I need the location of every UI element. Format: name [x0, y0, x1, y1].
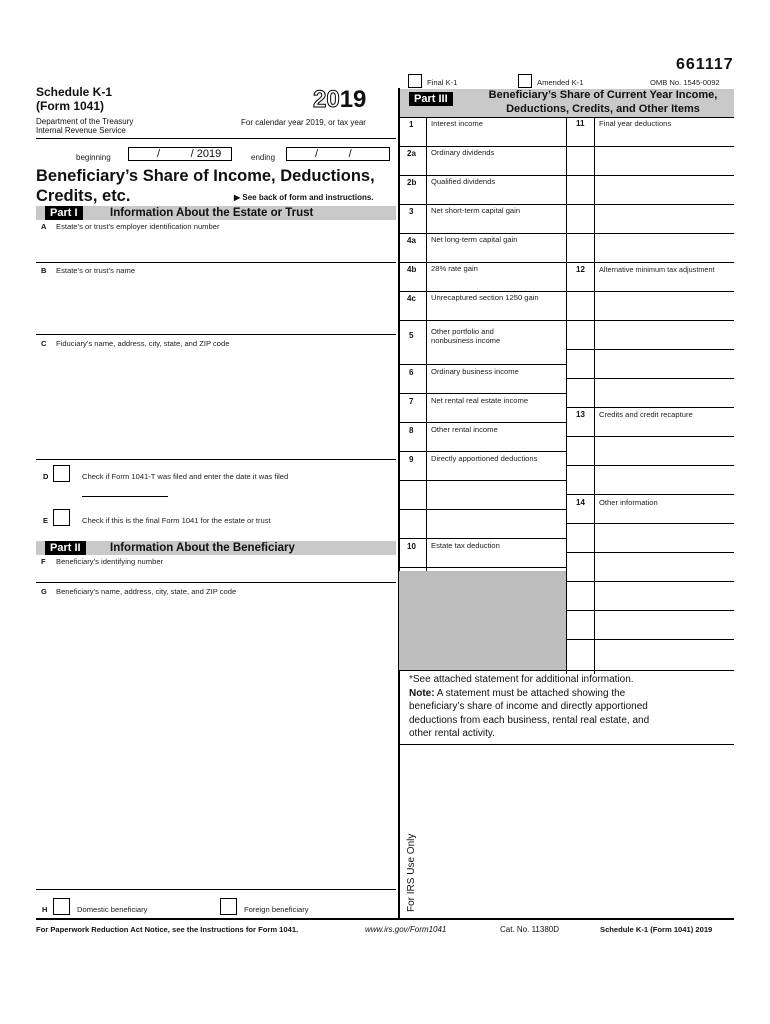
- dept-line-2: Internal Revenue Service: [36, 126, 126, 135]
- form-1041t-checkbox[interactable]: [53, 465, 70, 482]
- paperwork-notice: For Paperwork Reduction Act Notice, see the Instructions for Form 1041.: [36, 925, 299, 934]
- line-4b-num: 4b: [407, 265, 417, 274]
- main-title-line-1: Beneficiary’s Share of Income, Deductions,: [36, 167, 375, 185]
- foreign-beneficiary-checkbox[interactable]: [220, 898, 237, 915]
- field-e-letter: E: [43, 516, 49, 525]
- beneficiary-address-input[interactable]: [36, 597, 396, 887]
- irs-use-only: For IRS Use Only: [406, 833, 417, 912]
- domestic-beneficiary-checkbox[interactable]: [53, 898, 70, 915]
- part1-title: Information About the Estate or Trust: [110, 207, 314, 219]
- line-8-label: Other rental income: [431, 425, 498, 434]
- line-4a-label: Net long-term capital gain: [431, 235, 518, 244]
- ending-label: ending: [251, 153, 276, 162]
- line-5-label: Other portfolio and: [431, 327, 494, 336]
- field-a-letter: A: [41, 222, 47, 231]
- line-5-num: 5: [409, 331, 414, 340]
- line-3-label: Net short-term capital gain: [431, 206, 521, 215]
- fiduciary-address-input[interactable]: [36, 349, 396, 459]
- beginning-label: beginning: [76, 153, 111, 162]
- estate-name-input[interactable]: [36, 276, 396, 334]
- field-c-label: Fiduciary’s name, address, city, state, and ZIP code: [56, 339, 230, 348]
- line-4b-label: 28% rate gain: [431, 264, 478, 273]
- line-4c-label: Unrecaptured section 1250 gain: [431, 293, 539, 302]
- form-title: Schedule K-1: [36, 85, 113, 99]
- line-4a-num: 4a: [407, 236, 416, 245]
- main-title-line-2: Credits, etc.: [36, 187, 131, 205]
- line-12-label: Alternative minimum tax adjustment: [599, 265, 715, 274]
- irs-url[interactable]: www.irs.gov/Form1041: [365, 925, 447, 934]
- line-8-num: 8: [409, 426, 414, 435]
- line-4c-num: 4c: [407, 294, 416, 303]
- note-text-1: A statement must be attached showing the: [434, 687, 626, 699]
- field-g-label: Beneficiary’s name, address, city, state, and ZIP code: [56, 587, 237, 596]
- line-1-num: 1: [409, 120, 414, 129]
- form-1041t-date-field[interactable]: [82, 486, 168, 497]
- ending-date-field[interactable]: / /: [286, 147, 390, 161]
- note-line-4: other rental activity.: [409, 728, 495, 739]
- beneficiary-id-input[interactable]: [36, 567, 396, 582]
- part3-title: [472, 89, 734, 116]
- line-3-num: 3: [409, 207, 414, 216]
- see-back-note: ▶ See back of form and instructions.: [234, 193, 374, 202]
- field-d-letter: D: [43, 472, 49, 481]
- omb-number: OMB No. 1545-0092: [650, 78, 720, 87]
- line-2a-num: 2a: [407, 149, 416, 158]
- field-a-label: Estate’s or trust’s employer identification number: [56, 222, 220, 231]
- field-d-label: Check if Form 1041-T was filed and enter the date it was filed: [82, 472, 289, 481]
- final-form-1041-checkbox[interactable]: [53, 509, 70, 526]
- line-1-label: Interest income: [431, 119, 483, 128]
- tax-year-bold: 19: [339, 86, 367, 113]
- line-9-num: 9: [409, 455, 414, 464]
- line-9-label: Directly apportioned deductions: [431, 454, 538, 463]
- foreign-beneficiary-label: Foreign beneficiary: [244, 905, 309, 914]
- field-g-letter: G: [41, 587, 47, 596]
- line-6-num: 6: [409, 368, 414, 377]
- line-6-label: Ordinary business income: [431, 367, 519, 376]
- field-f-letter: F: [41, 557, 46, 566]
- line-11-num: 11: [576, 119, 585, 128]
- field-b-letter: B: [41, 266, 47, 275]
- attached-statement-note: [409, 673, 649, 741]
- beginning-date-field[interactable]: / / 2019: [128, 147, 232, 161]
- line-5-label-2: nonbusiness income: [431, 336, 501, 345]
- domestic-beneficiary-label: Domestic beneficiary: [77, 905, 148, 914]
- line-7-label: Net rental real estate income: [431, 396, 529, 405]
- line-13-num: 13: [576, 410, 585, 419]
- shaded-area: [399, 571, 566, 670]
- dept-line-1: Department of the Treasury: [36, 117, 134, 126]
- tax-year-outline: 20: [313, 86, 340, 113]
- part2-title: Information About the Beneficiary: [110, 542, 295, 554]
- line-2b-label: Qualified dividends: [431, 177, 496, 186]
- line-11-label: Final year deductions: [599, 119, 672, 128]
- note-line-3: deductions from each business, rental real estate, and: [409, 714, 650, 726]
- line-2a-label: Ordinary dividends: [431, 148, 495, 157]
- note-line-2: beneficiary’s share of income and directly apportioned: [409, 701, 648, 712]
- note-bold: Note:: [409, 687, 435, 699]
- part3-title-line-2: Deductions, Credits, and Other Items: [506, 102, 700, 115]
- field-f-label: Beneficiary’s identifying number: [56, 557, 164, 566]
- line-14-label: Other information: [599, 498, 658, 507]
- form-code: 661117: [676, 56, 734, 73]
- form-reference: Schedule K-1 (Form 1041) 2019: [600, 925, 713, 934]
- line-10-num: 10: [407, 542, 416, 551]
- calendar-year-text: For calendar year 2019, or tax year: [241, 118, 366, 127]
- tax-year: [313, 86, 366, 114]
- line-7-num: 7: [409, 397, 414, 406]
- line-2b-num: 2b: [407, 178, 417, 187]
- note-line-1: [409, 687, 649, 701]
- amended-k1-label: Amended K-1: [537, 78, 584, 87]
- amended-k1-checkbox[interactable]: [518, 74, 532, 88]
- part3-badge: Part III: [409, 92, 453, 106]
- part3-title-line-1: Beneficiary’s Share of Current Year Income,: [488, 89, 718, 101]
- line-10-label: Estate tax deduction: [431, 541, 500, 550]
- part1-badge: Part I: [45, 206, 83, 220]
- field-c-letter: C: [41, 339, 47, 348]
- form-subtitle: (Form 1041): [36, 99, 105, 113]
- statement-line: *See attached statement for additional information.: [409, 674, 634, 685]
- line-13-label: Credits and credit recapture: [599, 410, 693, 419]
- field-e-label: Check if this is the final Form 1041 for the estate or trust: [82, 516, 271, 525]
- catalog-number: Cat. No. 11380D: [500, 925, 559, 934]
- final-k1-label: Final K-1: [427, 78, 458, 87]
- field-h-letter: H: [42, 905, 48, 914]
- field-b-label: Estate’s or trust’s name: [56, 266, 136, 275]
- line-14-num: 14: [576, 498, 585, 507]
- final-k1-checkbox[interactable]: [408, 74, 422, 88]
- part2-badge: Part II: [45, 541, 86, 555]
- ein-input[interactable]: [36, 232, 396, 262]
- line-12-num: 12: [576, 265, 585, 274]
